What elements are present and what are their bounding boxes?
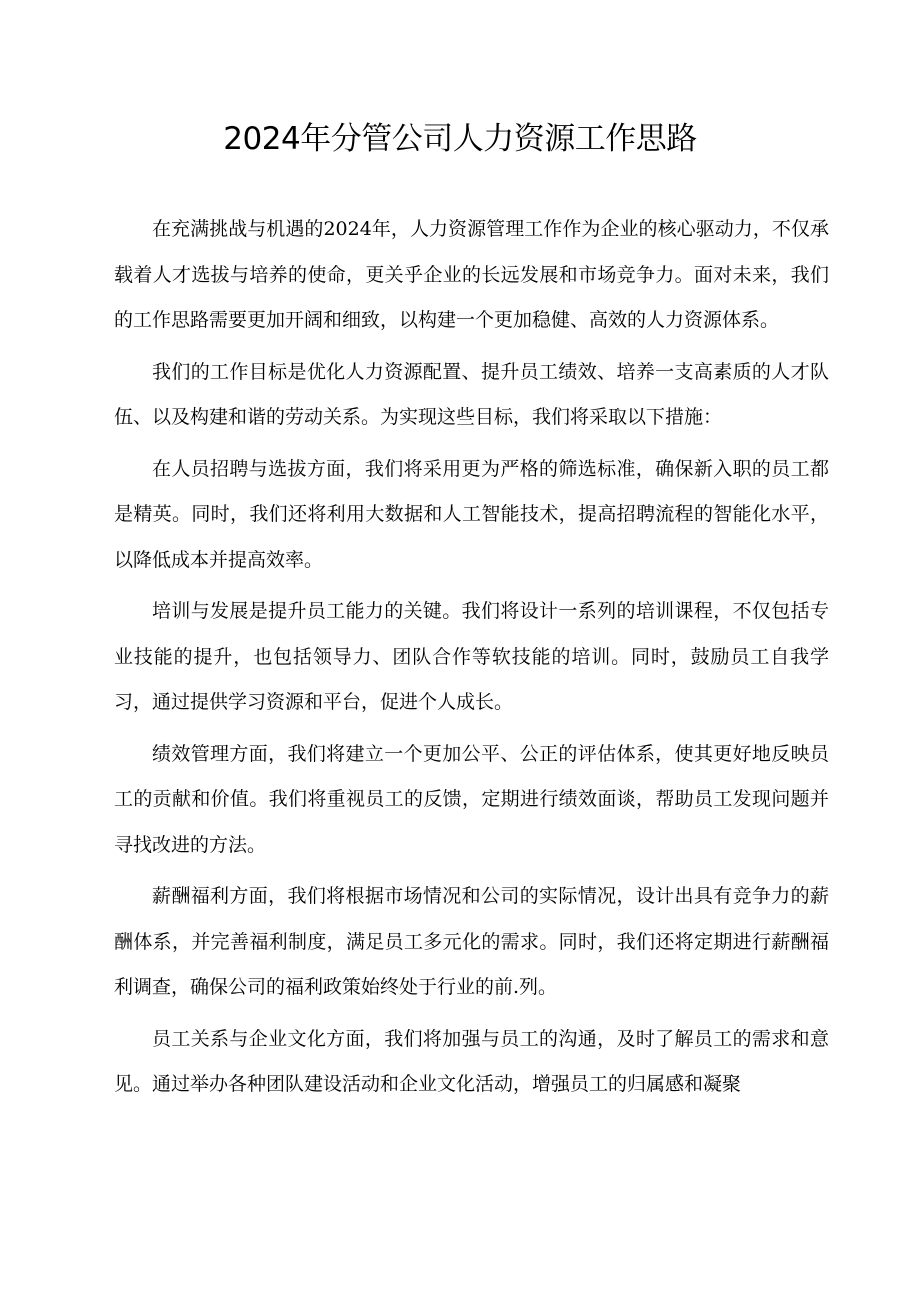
document-title: 2024年分管公司人力资源工作思路 [223, 121, 697, 157]
paragraph-performance: 绩效管理方面，我们将建立一个更加公平、公正的评估体系，使其更好地反映员工的贡献和价值。我们将重视员工的反馈，定期进行绩效面谈，帮助员工发现问题并寻找改进的方法。 [114, 742, 829, 856]
document-body [114, 207, 829, 1108]
paragraph-compensation: 薪酬福利方面，我们将根据市场情况和公司的实际情况，设计出具有竞争力的薪酬体系，并完善福利制度，满足员工多元化的需求。同时，我们还将定期进行薪酬福利调查，确保公司的福利政策始终处于行业的前.列。 [114, 885, 829, 998]
paragraph-employee-relations: 员工关系与企业文化方面，我们将加强与员工的沟通，及时了解员工的需求和意见。通过举办各种团队建设活动和企业文化活动，增强员工的归属感和凝聚 [114, 1027, 829, 1095]
paragraph-recruitment: 在人员招聘与选拔方面，我们将采用更为严格的筛选标准，确保新入职的员工都是精英。同时，我们还将利用大数据和人工智能技术，提高招聘流程的智能化水平，以降低成本并提高效率。 [114, 457, 829, 571]
paragraph-training: 培训与发展是提升员工能力的关键。我们将设计一系列的培训课程，不仅包括专业技能的提升，也包括领导力、团队合作等软技能的培训。同时，鼓励员工自我学习，通过提供学习资源和平台，促进个人成长。 [114, 600, 829, 713]
paragraph-intro: 在充满挑战与机遇的2024年，人力资源管理工作作为企业的核心驱动力，不仅承载着人才选拔与培养的使命，更关乎企业的长远发展和市场竞争力。面对未来，我们的工作思路需要更加开阔和细致，以构建一个更加稳健、高效的人力资源体系。 [114, 218, 829, 331]
paragraph-goals: 我们的工作目标是优化人力资源配置、提升员工绩效、培养一支高素质的人才队伍、以及构建和谐的劳动关系。为实现这些目标，我们将采取以下措施： [114, 360, 829, 428]
